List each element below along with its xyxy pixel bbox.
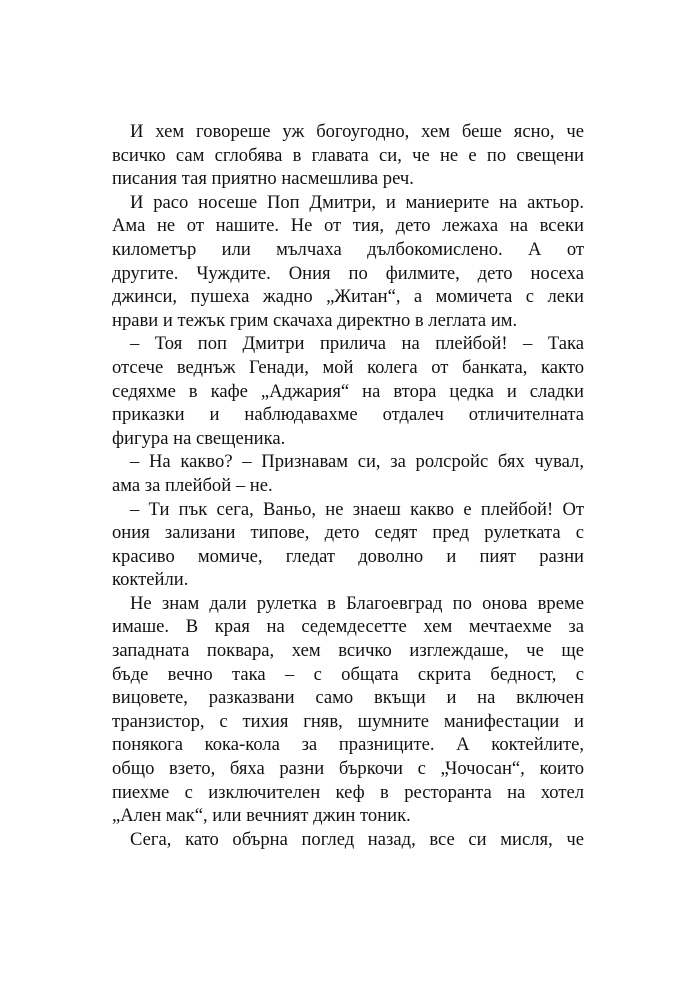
text-line: седяхме в кафе „Аджария“ на втора цедка и сладки: [112, 380, 584, 402]
text-line: Сега, като обърна поглед назад, все си мисля, че: [130, 828, 584, 850]
text-line: пиехме с изключителен кеф в ресторанта на хотел: [112, 781, 584, 803]
paragraph: [112, 828, 584, 852]
text-line: нрави и тежък грим скачаха директно в леглата им.: [112, 309, 518, 331]
text-line: вицовете, разказвани само вкъщи и на включен: [112, 687, 584, 709]
text-line: общо взето, бяха разни бъркочи с „Чочосан“, които: [112, 758, 584, 780]
text-line: писания тая приятно насмешлива реч.: [112, 168, 414, 190]
text-line: – Тоя поп Дмитри прилича на плейбой! – Така: [130, 333, 584, 355]
text-line: фигура на свещеника.: [112, 427, 286, 449]
text-line: ама за плейбой – не.: [112, 474, 273, 496]
paragraph: [112, 191, 584, 333]
text-line: „Ален мак“, или вечният джин тоник.: [112, 805, 411, 827]
text-line: транзистор, с тихия гняв, шумните манифестации и: [112, 710, 584, 732]
text-line: западната поквара, хем всичко изглеждаше, че ще: [112, 640, 584, 662]
paragraph: [112, 592, 584, 828]
text-line: красиво момиче, гледат доволно и пият разни: [112, 545, 584, 567]
text-line: ония зализани типове, дето седят пред рулетката с: [112, 522, 584, 544]
text-line: Ама не от нашите. Не от тия, дето лежаха на всеки: [112, 215, 584, 237]
text-line: приказки и наблюдавахме отдалеч отличителната: [112, 404, 584, 426]
text-line: понякога кока-кола за празниците. А коктейлите,: [112, 734, 584, 756]
text-line: имаше. В края на седемдесетте хем мечтаехме за: [112, 616, 584, 638]
text-line: бъде вечно така – с общата скрита бедност, с: [112, 663, 584, 685]
text-line: И расо носеше Поп Дмитри, и маниерите на актьор.: [130, 191, 584, 213]
text-line: Не знам дали рулетка в Благоевград по онова време: [130, 592, 584, 614]
text-line: отсече веднъж Генади, мой колега от банката, както: [112, 356, 584, 378]
text-line: всичко сам сглобява в главата си, че не е по свещени: [112, 144, 584, 166]
paragraph: [112, 120, 584, 191]
text-line: другите. Чуждите. Ония по филмите, дето носеха: [112, 262, 584, 284]
text-line: джинси, пушеха жадно „Житан“, а момичета с леки: [112, 286, 584, 308]
text-line: – Ти пък сега, Ваньо, не знаеш какво е плейбой! От: [130, 498, 584, 520]
text-line: И хем говореше уж богоугодно, хем беше ясно, че: [130, 121, 584, 142]
text-line: – На какво? – Признавам си, за ролсройс бях чувал,: [130, 451, 584, 473]
body-text: [112, 120, 584, 851]
paragraph: [112, 332, 584, 450]
paragraph: [112, 498, 584, 592]
paragraph: [112, 450, 584, 497]
text-line: километър или мълчаха дълбокомислено. А от: [112, 238, 584, 260]
text-line: коктейли.: [112, 569, 189, 591]
